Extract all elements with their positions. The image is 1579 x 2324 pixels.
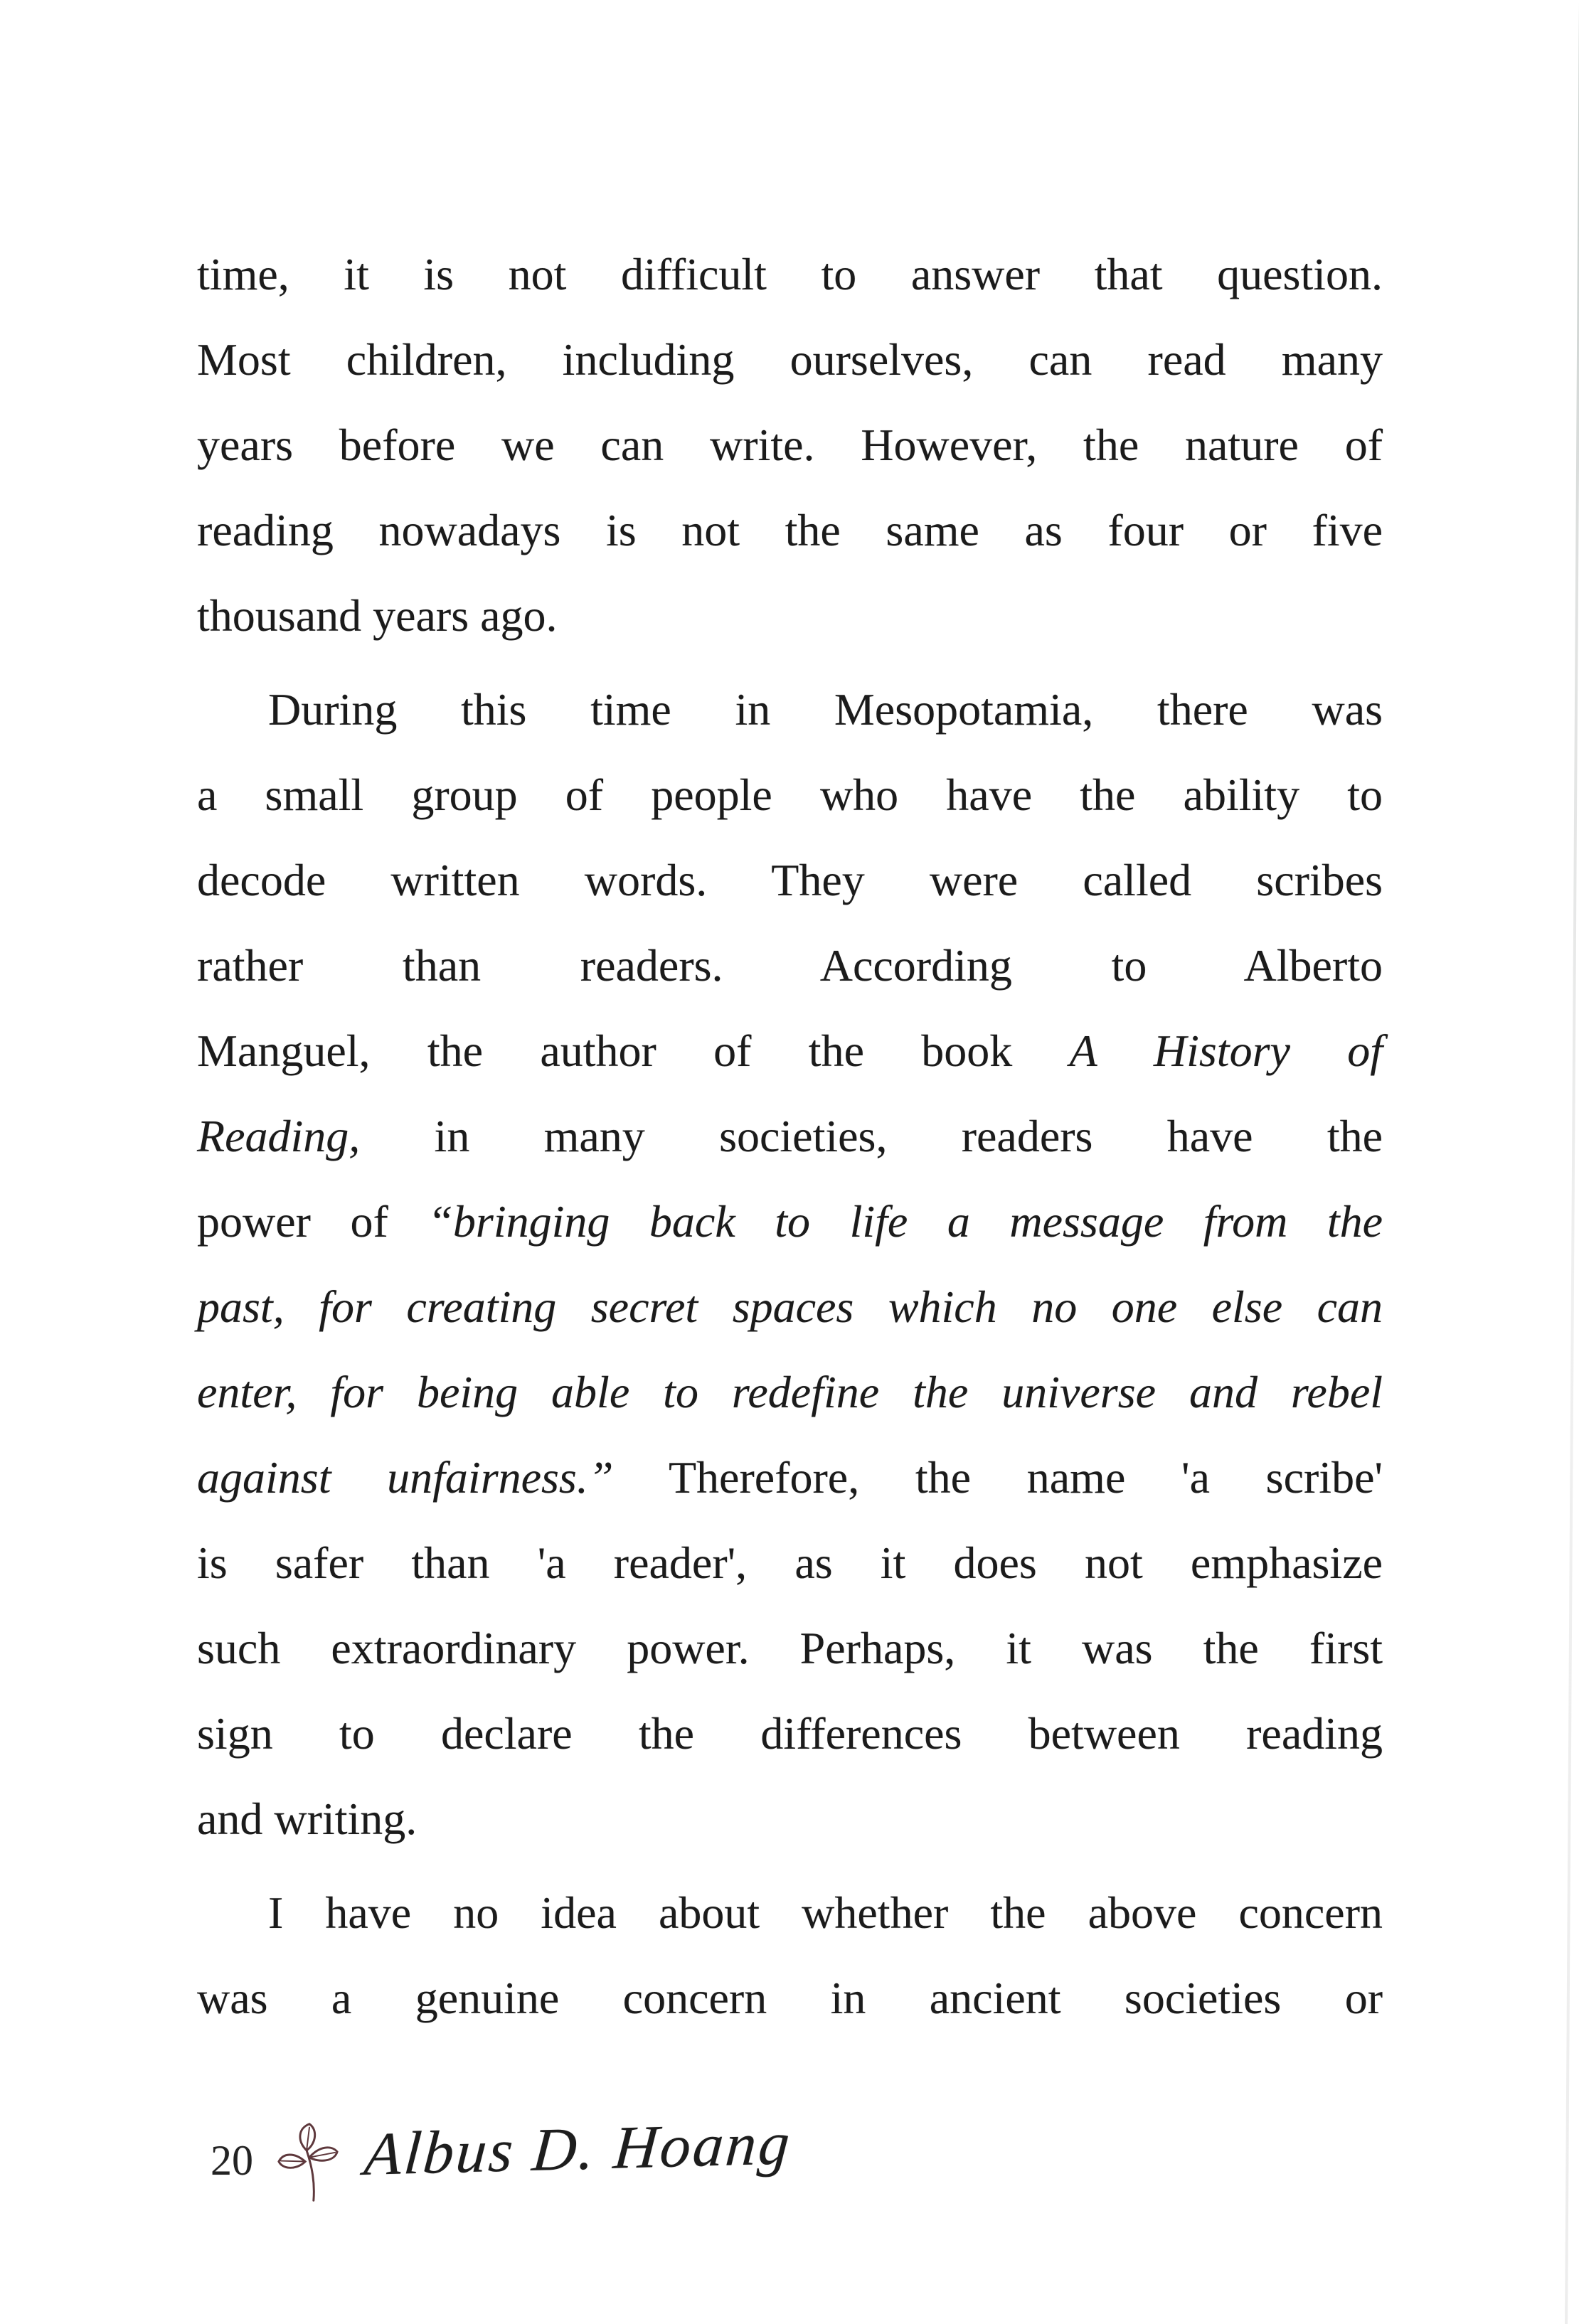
paragraph [197, 232, 1383, 659]
paragraph [197, 1870, 1383, 2041]
author-signature: Albus D. Hoang [361, 2109, 794, 2188]
text-segment: thousand years ago. [197, 590, 558, 641]
text-segment: and writing. [197, 1793, 418, 1844]
text-segment: time, it is not difficult to answer that question. [197, 249, 1383, 299]
text-line [197, 1606, 1383, 1691]
text-segment: During this time in Mesopotamia, there was [268, 684, 1383, 735]
text-line [197, 1870, 1383, 1956]
italic-text-segment: enter, for being able to redefine the universe and rebel [197, 1367, 1383, 1417]
page-number: 20 [211, 2137, 253, 2184]
text-line [197, 1350, 1383, 1435]
text-segment: a small group of people who have the ability to [197, 769, 1383, 820]
page-text [197, 232, 1383, 2041]
page-footer [211, 2109, 794, 2203]
paragraph [197, 667, 1383, 1862]
text-segment: I have no idea about whether the above concern [268, 1887, 1383, 1938]
text-line [197, 1776, 1383, 1862]
italic-text-segment: A History of [1069, 1025, 1383, 1076]
italic-text-segment: past, for creating secret spaces which no one else can [197, 1281, 1383, 1332]
text-line [197, 573, 1383, 659]
text-line [197, 1956, 1383, 2041]
text-line [197, 923, 1383, 1008]
text-segment: is safer than 'a reader', as it does not emphasize [197, 1537, 1383, 1588]
text-line [197, 317, 1383, 403]
text-line [197, 1520, 1383, 1606]
text-segment: was a genuine concern in ancient societies or [197, 1973, 1383, 2023]
text-segment: Manguel, the author of the book [197, 1025, 1070, 1076]
text-line [197, 752, 1383, 838]
text-segment: years before we can write. However, the nature of [197, 420, 1383, 470]
text-line [197, 1264, 1383, 1350]
leaf-top-vein [307, 2128, 309, 2150]
italic-text-segment: “bringing back to life a message from the [427, 1196, 1383, 1247]
text-line [197, 1691, 1383, 1776]
text-segment: Therefore, the name 'a scribe' [613, 1452, 1383, 1503]
text-segment: decode written words. They were called scribes [197, 855, 1383, 905]
text-line [197, 838, 1383, 923]
page-edge-shadow [1565, 0, 1579, 2324]
text-line [197, 1435, 1383, 1520]
italic-text-segment: Reading, [197, 1111, 361, 1161]
text-line [197, 1094, 1383, 1179]
text-segment: Most children, including ourselves, can read many [197, 334, 1383, 385]
text-line [197, 488, 1383, 573]
text-segment: power of [197, 1196, 428, 1247]
text-line [197, 1179, 1383, 1264]
text-line [197, 232, 1383, 317]
text-segment: reading nowadays is not the same as four or five [197, 505, 1383, 555]
leaf-sprig-icon [277, 2122, 340, 2203]
text-segment: such extraordinary power. Perhaps, it was the first [197, 1623, 1383, 1673]
text-segment: in many societies, readers have the [360, 1111, 1383, 1161]
text-line [197, 667, 1383, 752]
text-line [197, 1008, 1383, 1094]
italic-text-segment: against unfairness.” [197, 1452, 614, 1503]
text-segment: rather than readers. According to Alberto [197, 940, 1383, 991]
text-segment: sign to declare the differences between reading [197, 1708, 1383, 1759]
leaf-left-vein [281, 2161, 305, 2162]
text-line [197, 403, 1383, 488]
